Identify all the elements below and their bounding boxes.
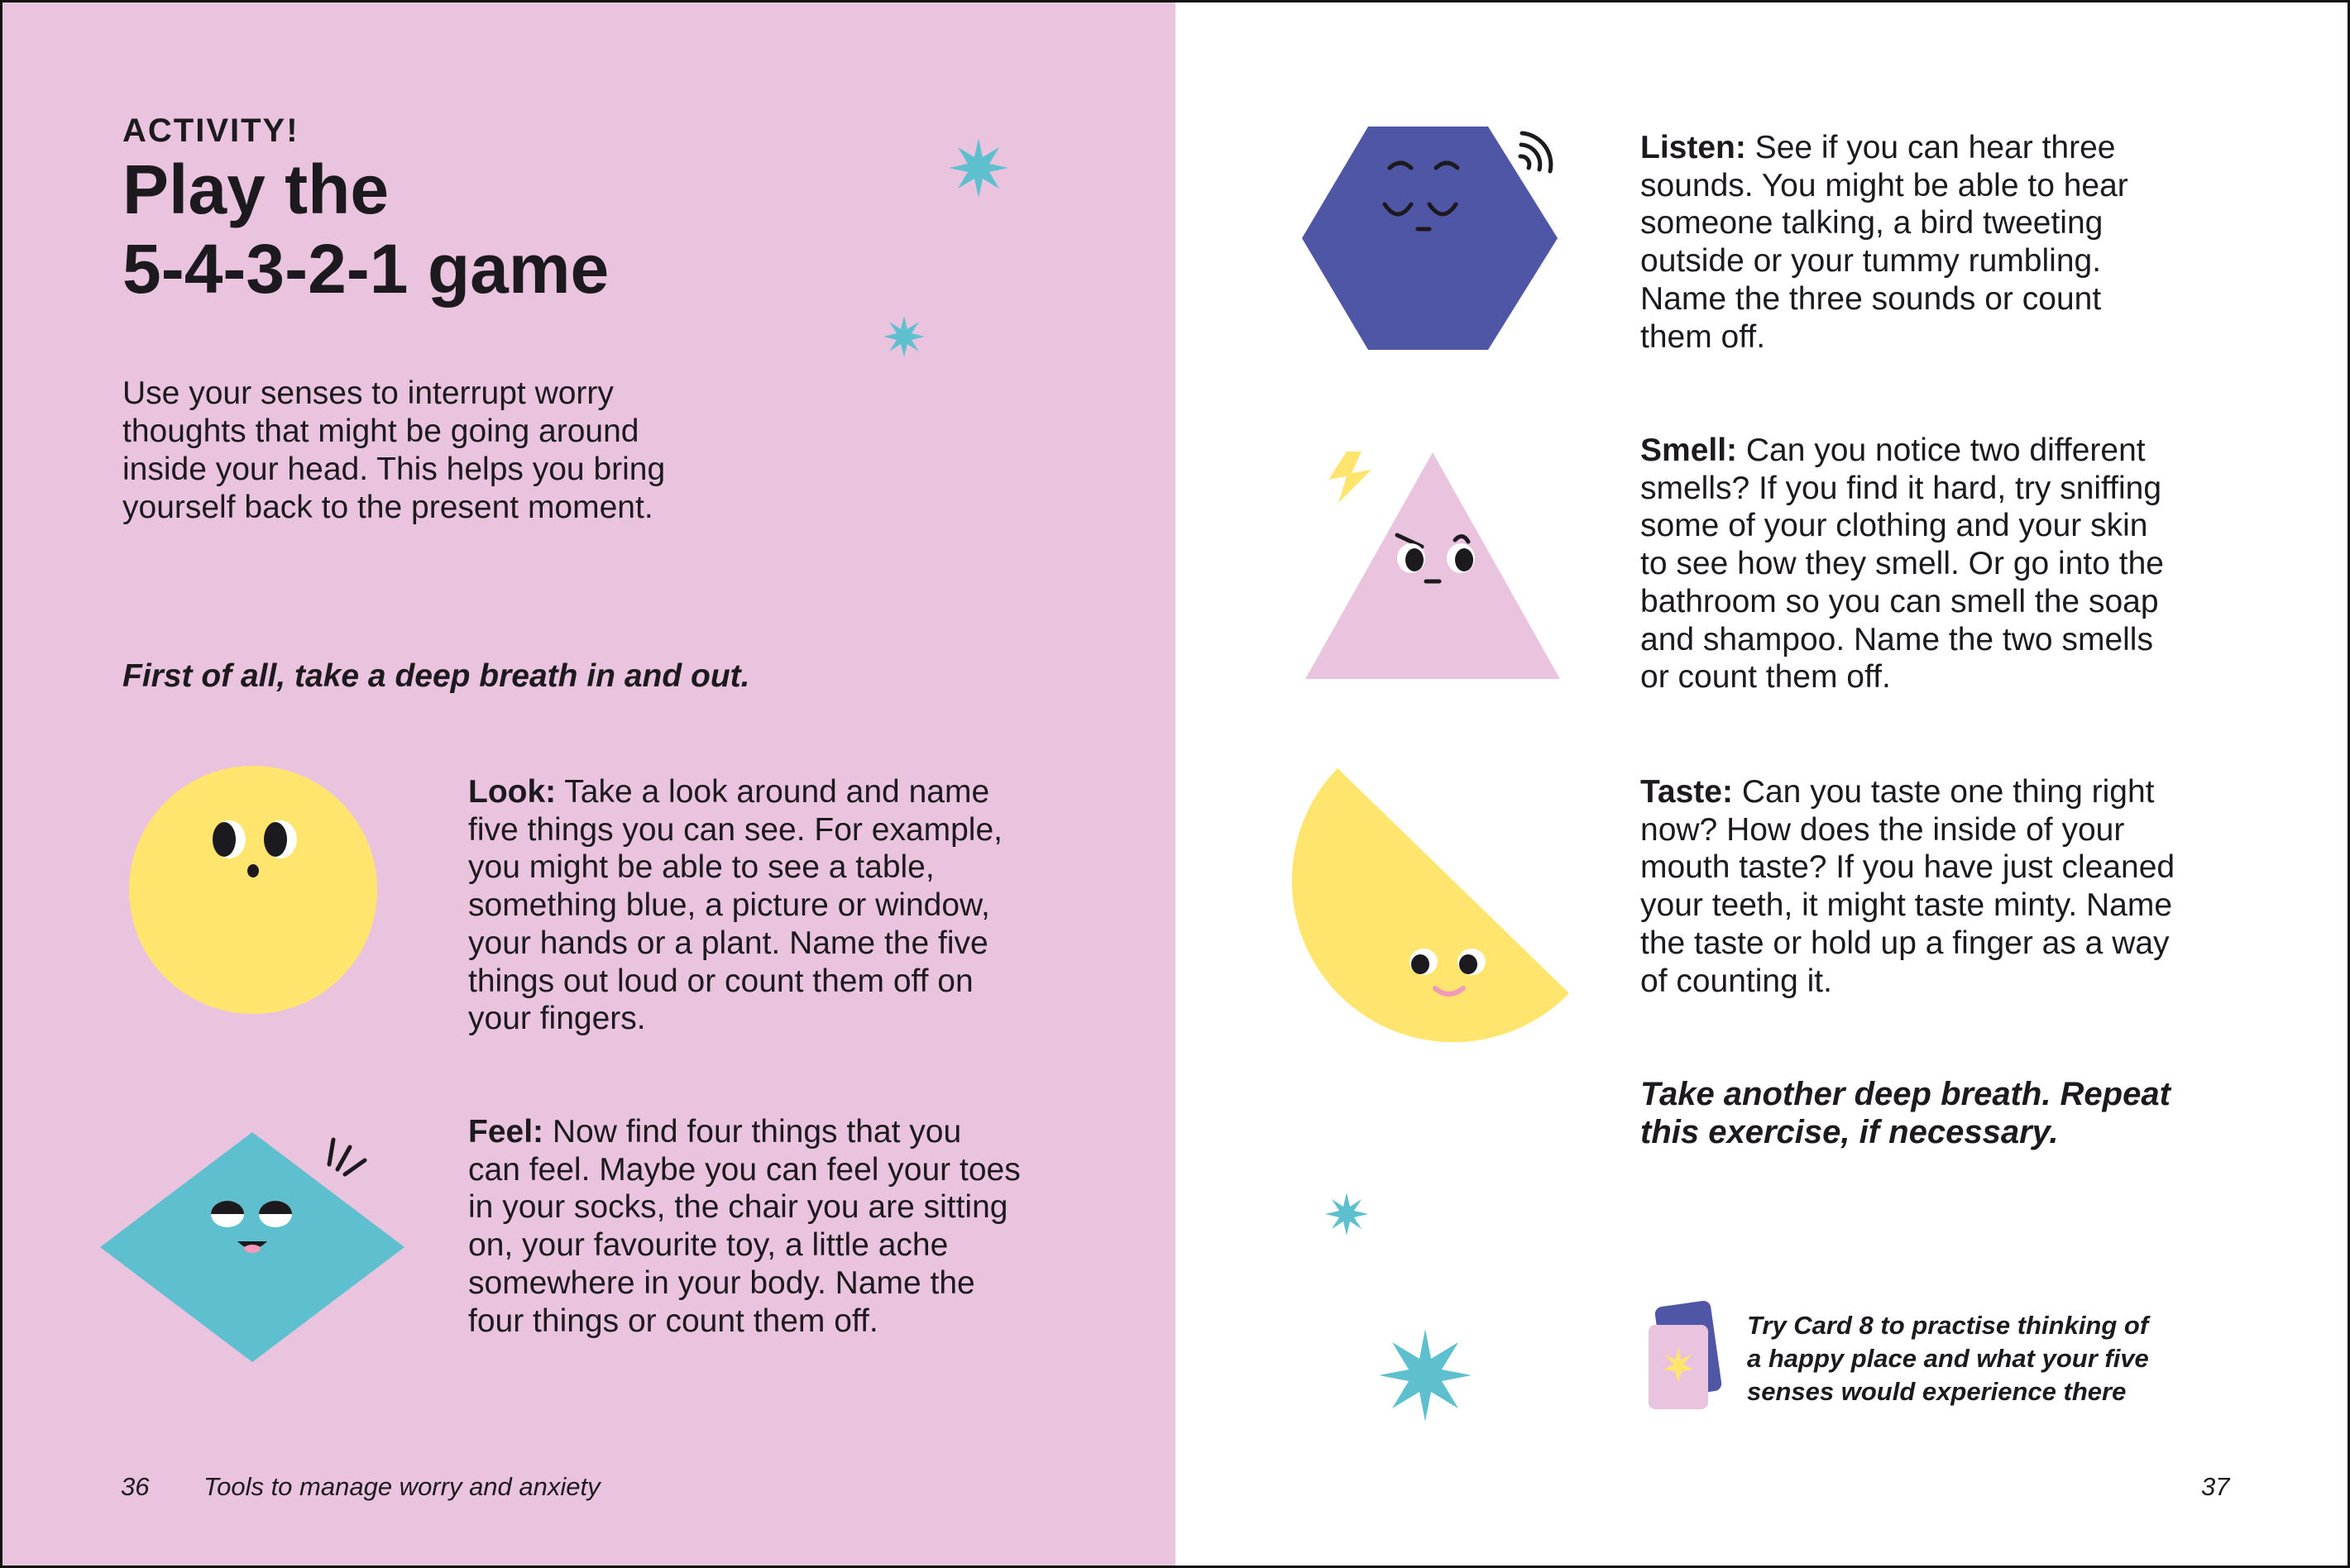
tip-line: a happy place and what your five xyxy=(1747,1344,2149,1373)
intro-line: Use your senses to interrupt worry xyxy=(122,375,614,411)
feel-paragraph xyxy=(468,1113,1080,1340)
card-tip xyxy=(1747,1309,2210,1408)
listen-paragraph xyxy=(1640,129,2269,356)
smell-line: and shampoo. Name the two smells xyxy=(1640,621,2153,657)
closing-line: this exercise, if necessary. xyxy=(1640,1114,2059,1150)
intro-line: thoughts that might be going around xyxy=(122,414,639,449)
look-paragraph xyxy=(468,773,1064,1038)
look-line: your fingers. xyxy=(468,1001,646,1037)
feel-line: Now find four things that you xyxy=(543,1114,962,1150)
yellow-circle-face-icon xyxy=(127,763,380,1016)
feel-line: four things or count them off. xyxy=(468,1303,878,1339)
teal-diamond-face-icon xyxy=(95,1127,409,1367)
feel-line: in your socks, the chair you are sitting xyxy=(468,1189,1008,1226)
smell-line: some of your clothing and your skin xyxy=(1640,508,2148,544)
page-number-left: 36 xyxy=(121,1472,150,1501)
sparkle-icon xyxy=(883,315,926,358)
look-line: you might be able to see a table, xyxy=(468,849,935,886)
taste-line: mouth taste? If you have just cleaned xyxy=(1640,849,2175,886)
look-line: five things you can see. For example, xyxy=(468,811,1003,848)
closing-instruction xyxy=(1640,1075,2236,1151)
smell-line: or count them off. xyxy=(1640,659,1891,696)
sparkle-icon xyxy=(1377,1327,1473,1423)
intro-line: inside your head. This helps you bring xyxy=(122,452,666,487)
taste-line: Can you taste one thing right xyxy=(1732,774,2155,810)
look-line: Take a look around and name xyxy=(556,774,990,810)
closing-line: Take another deep breath. Repeat xyxy=(1640,1076,2171,1112)
page-title xyxy=(122,150,609,308)
taste-label: Taste: xyxy=(1640,774,1733,810)
taste-paragraph xyxy=(1640,773,2269,1000)
look-line: something blue, a picture or window, xyxy=(468,887,990,924)
right-page xyxy=(1175,0,2350,1568)
look-line: your hands or a plant. Name the five xyxy=(468,925,988,961)
feel-label: Feel: xyxy=(468,1114,544,1150)
tip-line: senses would experience there xyxy=(1747,1377,2127,1406)
tip-line: Try Card 8 to practise thinking of xyxy=(1747,1311,2149,1340)
lead-instruction: First of all, take a deep breath in and out. xyxy=(122,658,750,694)
smell-line: smells? If you find it hard, try sniffing xyxy=(1640,470,2162,506)
indigo-hexagon-face-icon xyxy=(1302,127,1583,350)
taste-line: now? How does the inside of your xyxy=(1640,811,2125,848)
smell-line: to see how they smell. Or go into the xyxy=(1640,546,2164,582)
sparkle-icon xyxy=(947,136,1010,199)
intro-paragraph xyxy=(122,375,751,527)
listen-line: outside or your tummy rumbling. xyxy=(1640,243,2102,280)
taste-line: the taste or hold up a finger as a way xyxy=(1640,925,2170,961)
sparkle-icon xyxy=(1324,1192,1369,1236)
taste-line: your teeth, it might taste minty. Name xyxy=(1640,887,2173,924)
look-label: Look: xyxy=(468,774,557,810)
listen-line: See if you can hear three xyxy=(1745,130,2116,165)
look-line: things out loud or count them off on xyxy=(468,963,974,999)
smell-line: bathroom so you can smell the soap xyxy=(1640,583,2159,619)
listen-line: sounds. You might be able to hear xyxy=(1640,167,2128,203)
listen-line: Name the three sounds or count xyxy=(1640,280,2102,317)
listen-line: them off. xyxy=(1640,318,1766,355)
listen-label: Listen: xyxy=(1640,130,1746,165)
smell-line: Can you notice two different xyxy=(1737,433,2146,468)
feel-line: somewhere in your body. Name the xyxy=(468,1264,975,1301)
intro-line: yourself back to the present moment. xyxy=(122,490,653,525)
cards-icon xyxy=(1645,1303,1721,1414)
feel-line: on, your favourite toy, a little ache xyxy=(468,1227,949,1264)
pink-triangle-face-icon xyxy=(1302,449,1563,681)
taste-line: of counting it. xyxy=(1640,963,1832,999)
title-line: 5-4-3-2-1 game xyxy=(122,230,610,308)
page-number-right: 37 xyxy=(2201,1472,2230,1501)
yellow-half-circle-face-icon xyxy=(1299,763,1581,1036)
smell-paragraph xyxy=(1640,432,2269,696)
feel-line: can feel. Maybe you can feel your toes xyxy=(468,1151,1021,1188)
title-line: Play the xyxy=(122,151,390,228)
activity-kicker: ACTIVITY! xyxy=(122,112,299,149)
listen-line: someone talking, a bird tweeting xyxy=(1640,205,2104,241)
smell-label: Smell: xyxy=(1640,433,1738,468)
running-title: Tools to manage worry and anxiety xyxy=(203,1472,601,1501)
